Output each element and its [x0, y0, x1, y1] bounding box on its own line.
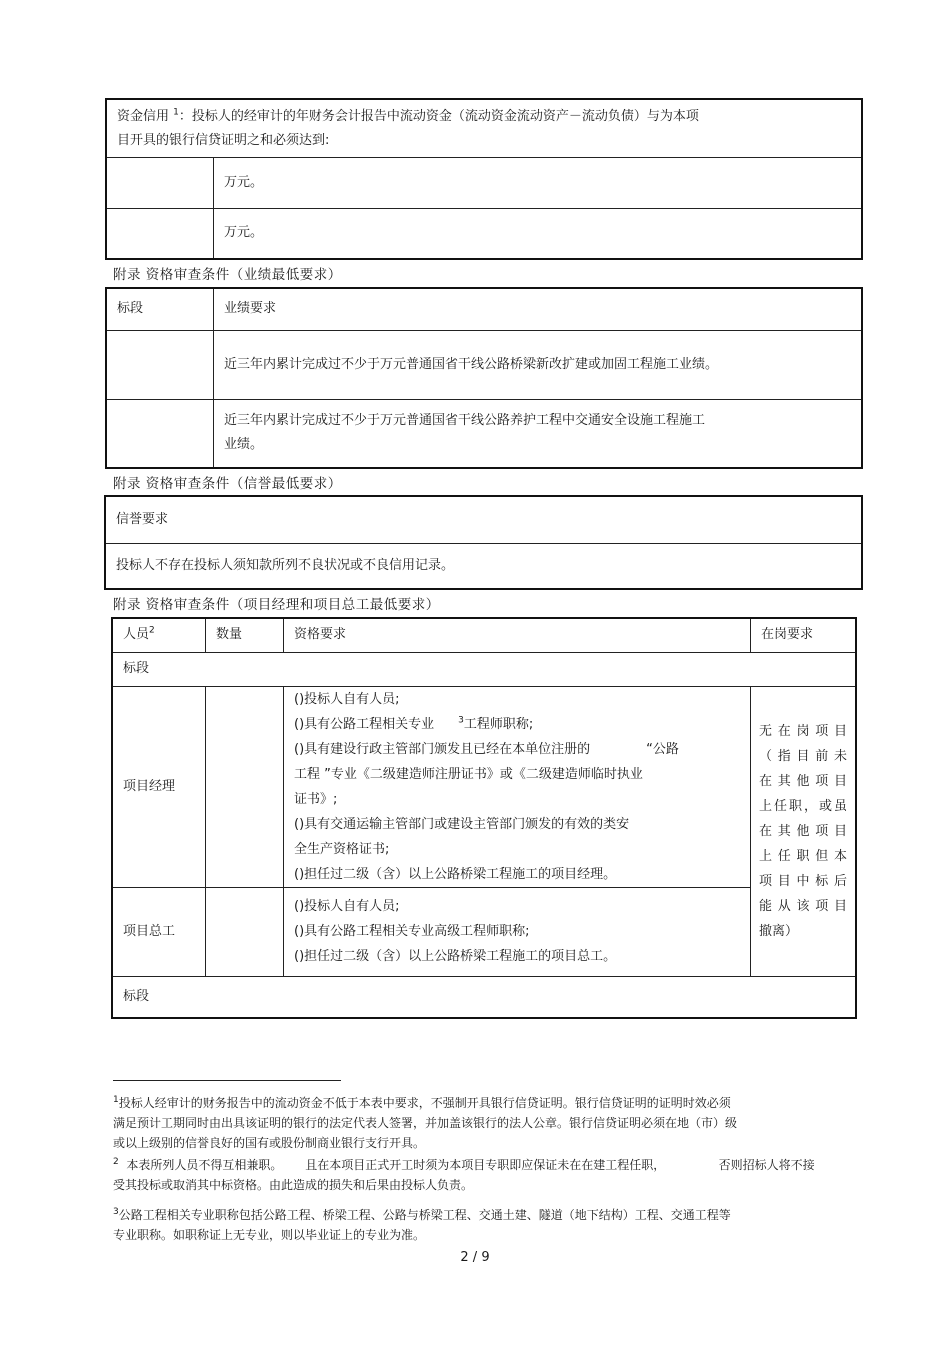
personnel-section-row: 标段	[112, 976, 856, 1018]
personnel-caption: 附录 资格审查条件（项目经理和项目总工最低要求）	[113, 597, 440, 613]
funds-header-line1-post: ：投标人的经审计的年财务会计报告中流动资金（流动资金流动资产－流动负债）与为本项	[178, 109, 699, 125]
reputation-body: 投标人不存在投标人须知款所列不良状况或不良信用记录。	[105, 543, 862, 589]
performance-requirement-cell	[214, 399, 863, 468]
performance-caption: 附录 资格审查条件（业绩最低要求）	[113, 267, 342, 283]
chief-line: ()担任过二级（含）以上公路桥梁工程施工的项目总工。	[294, 949, 617, 964]
funds-amount-cell: 万元。	[214, 208, 863, 259]
pm-line: ()具有建设行政主管部门颁发且已经在本单位注册的 “公路	[294, 741, 679, 757]
performance-section-cell	[106, 399, 214, 468]
performance-requirement-cell	[214, 330, 863, 399]
footnote-mark: 2	[113, 1157, 119, 1167]
funds-header-line2: 目开具的银行信贷证明之和必须达到:	[117, 133, 330, 149]
footnote-ref-2[interactable]: 2	[149, 625, 155, 636]
performance-line: 近三年内累计完成过不少于万元普通国省干线公路养护工程中交通安全设施工程施工	[224, 413, 706, 429]
onduty-line: 上任职，或虽	[759, 798, 847, 814]
reputation-caption: 附录 资格审查条件（信誉最低要求）	[113, 476, 342, 492]
performance-line: 业绩。	[224, 437, 264, 453]
onduty-line: 上任职但本	[759, 848, 847, 864]
reputation-table	[104, 495, 863, 590]
footnote-ref-3[interactable]: 3	[458, 715, 464, 726]
pm-line: ()担任过二级（含）以上公路桥梁工程施工的项目经理。	[294, 866, 617, 882]
footnote-divider	[113, 1080, 341, 1081]
funds-amount-cell: 万元。	[214, 157, 863, 208]
chief-quantity	[206, 887, 284, 976]
reputation-header: 信誉要求	[105, 496, 862, 543]
performance-table	[105, 287, 863, 469]
pm-line: 工程 ”专业《二级建造师注册证书》或《二级建造师临时执业	[294, 766, 643, 782]
personnel-col-person: 人员$^2$	[112, 618, 206, 652]
onduty-line: 项目中标后	[759, 873, 847, 889]
onduty-line: 能从该项目	[759, 898, 847, 914]
performance-col-requirement: 业绩要求	[214, 288, 863, 330]
performance-section-cell	[106, 330, 214, 399]
footnote-3: $^3$公路工程相关专业职称包括公路工程、桥梁工程、公路与桥梁工程、交通土建、隧道（地下结构）工程、交通工程等 专业职称。如职称证上无专业，则以毕业证上的专业为准。	[113, 1207, 731, 1242]
chief-qualification	[284, 887, 751, 976]
pm-quantity	[206, 686, 284, 887]
pm-qualification	[284, 686, 751, 887]
footnote-1: $^1$投标人经审计的财务报告中的流动资金不低于本表中要求，不强制开具银行信贷证明。银行信贷证明的证明时效必须 满足预计工期同时由出具该证明的银行的法定代表人签署，并加盖该银行的法人公章。银行信贷证明必须在地（市）级 或以上级别的信誉良好的国有或股份制商业银行支行开具。	[113, 1095, 738, 1150]
onduty-line: （指目前未	[759, 748, 847, 764]
footnote-mark: 3	[113, 1207, 119, 1217]
onduty-line: 撤离）	[759, 923, 799, 939]
personnel-col-onduty: 在岗要求	[751, 618, 857, 652]
pm-line: ()投标人自有人员;	[294, 691, 400, 707]
onduty-line: 在其他项目	[759, 823, 847, 839]
funds-section-cell	[106, 208, 214, 259]
performance-line: 近三年内累计完成过不少于万元普通国省干线公路桥梁新改扩建或加固工程施工业绩。	[224, 356, 719, 372]
pm-line: 全生产资格证书;	[294, 841, 390, 857]
pm-line: 证书》;	[294, 791, 338, 807]
performance-col-section: 标段	[106, 288, 214, 330]
onduty-cell	[751, 686, 857, 976]
pm-label: 项目经理	[112, 686, 206, 887]
funds-header-cell	[106, 99, 862, 157]
footnote-mark: 1	[113, 1095, 119, 1105]
onduty-line: 无在岗项目	[759, 723, 847, 739]
page-number: 2 / 9	[460, 1250, 490, 1265]
chief-line: ()投标人自有人员;	[294, 899, 400, 914]
personnel-section-row: 标段	[112, 652, 856, 686]
chief-label: 项目总工	[112, 887, 206, 976]
chief-line: ()具有公路工程相关专业高级工程师职称;	[294, 924, 530, 939]
personnel-table	[111, 617, 857, 1019]
funds-header-line1-pre: 资金信用	[117, 109, 170, 125]
funds-table	[105, 98, 863, 260]
footnote-ref-1[interactable]: 1	[173, 107, 179, 118]
personnel-col-quantity: 数量	[206, 618, 284, 652]
pm-line: ()具有公路工程相关专业 $^3$工程师职称;	[294, 715, 534, 732]
onduty-line: 在其他项目	[759, 773, 847, 789]
footnote-2: $^2$ 本表所列人员不得互相兼职。 且在本项目正式开工时须为本项目专职即应保证未在在建工程任职， 否则招标人将不接 受其投标或取消其中标资格。由此造成的损失和后果由投标人负责。	[113, 1157, 815, 1192]
personnel-col-qualification: 资格要求	[284, 618, 751, 652]
funds-section-cell	[106, 157, 214, 208]
pm-line: ()具有交通运输主管部门或建设主管部门颁发的有效的类安	[294, 816, 630, 832]
